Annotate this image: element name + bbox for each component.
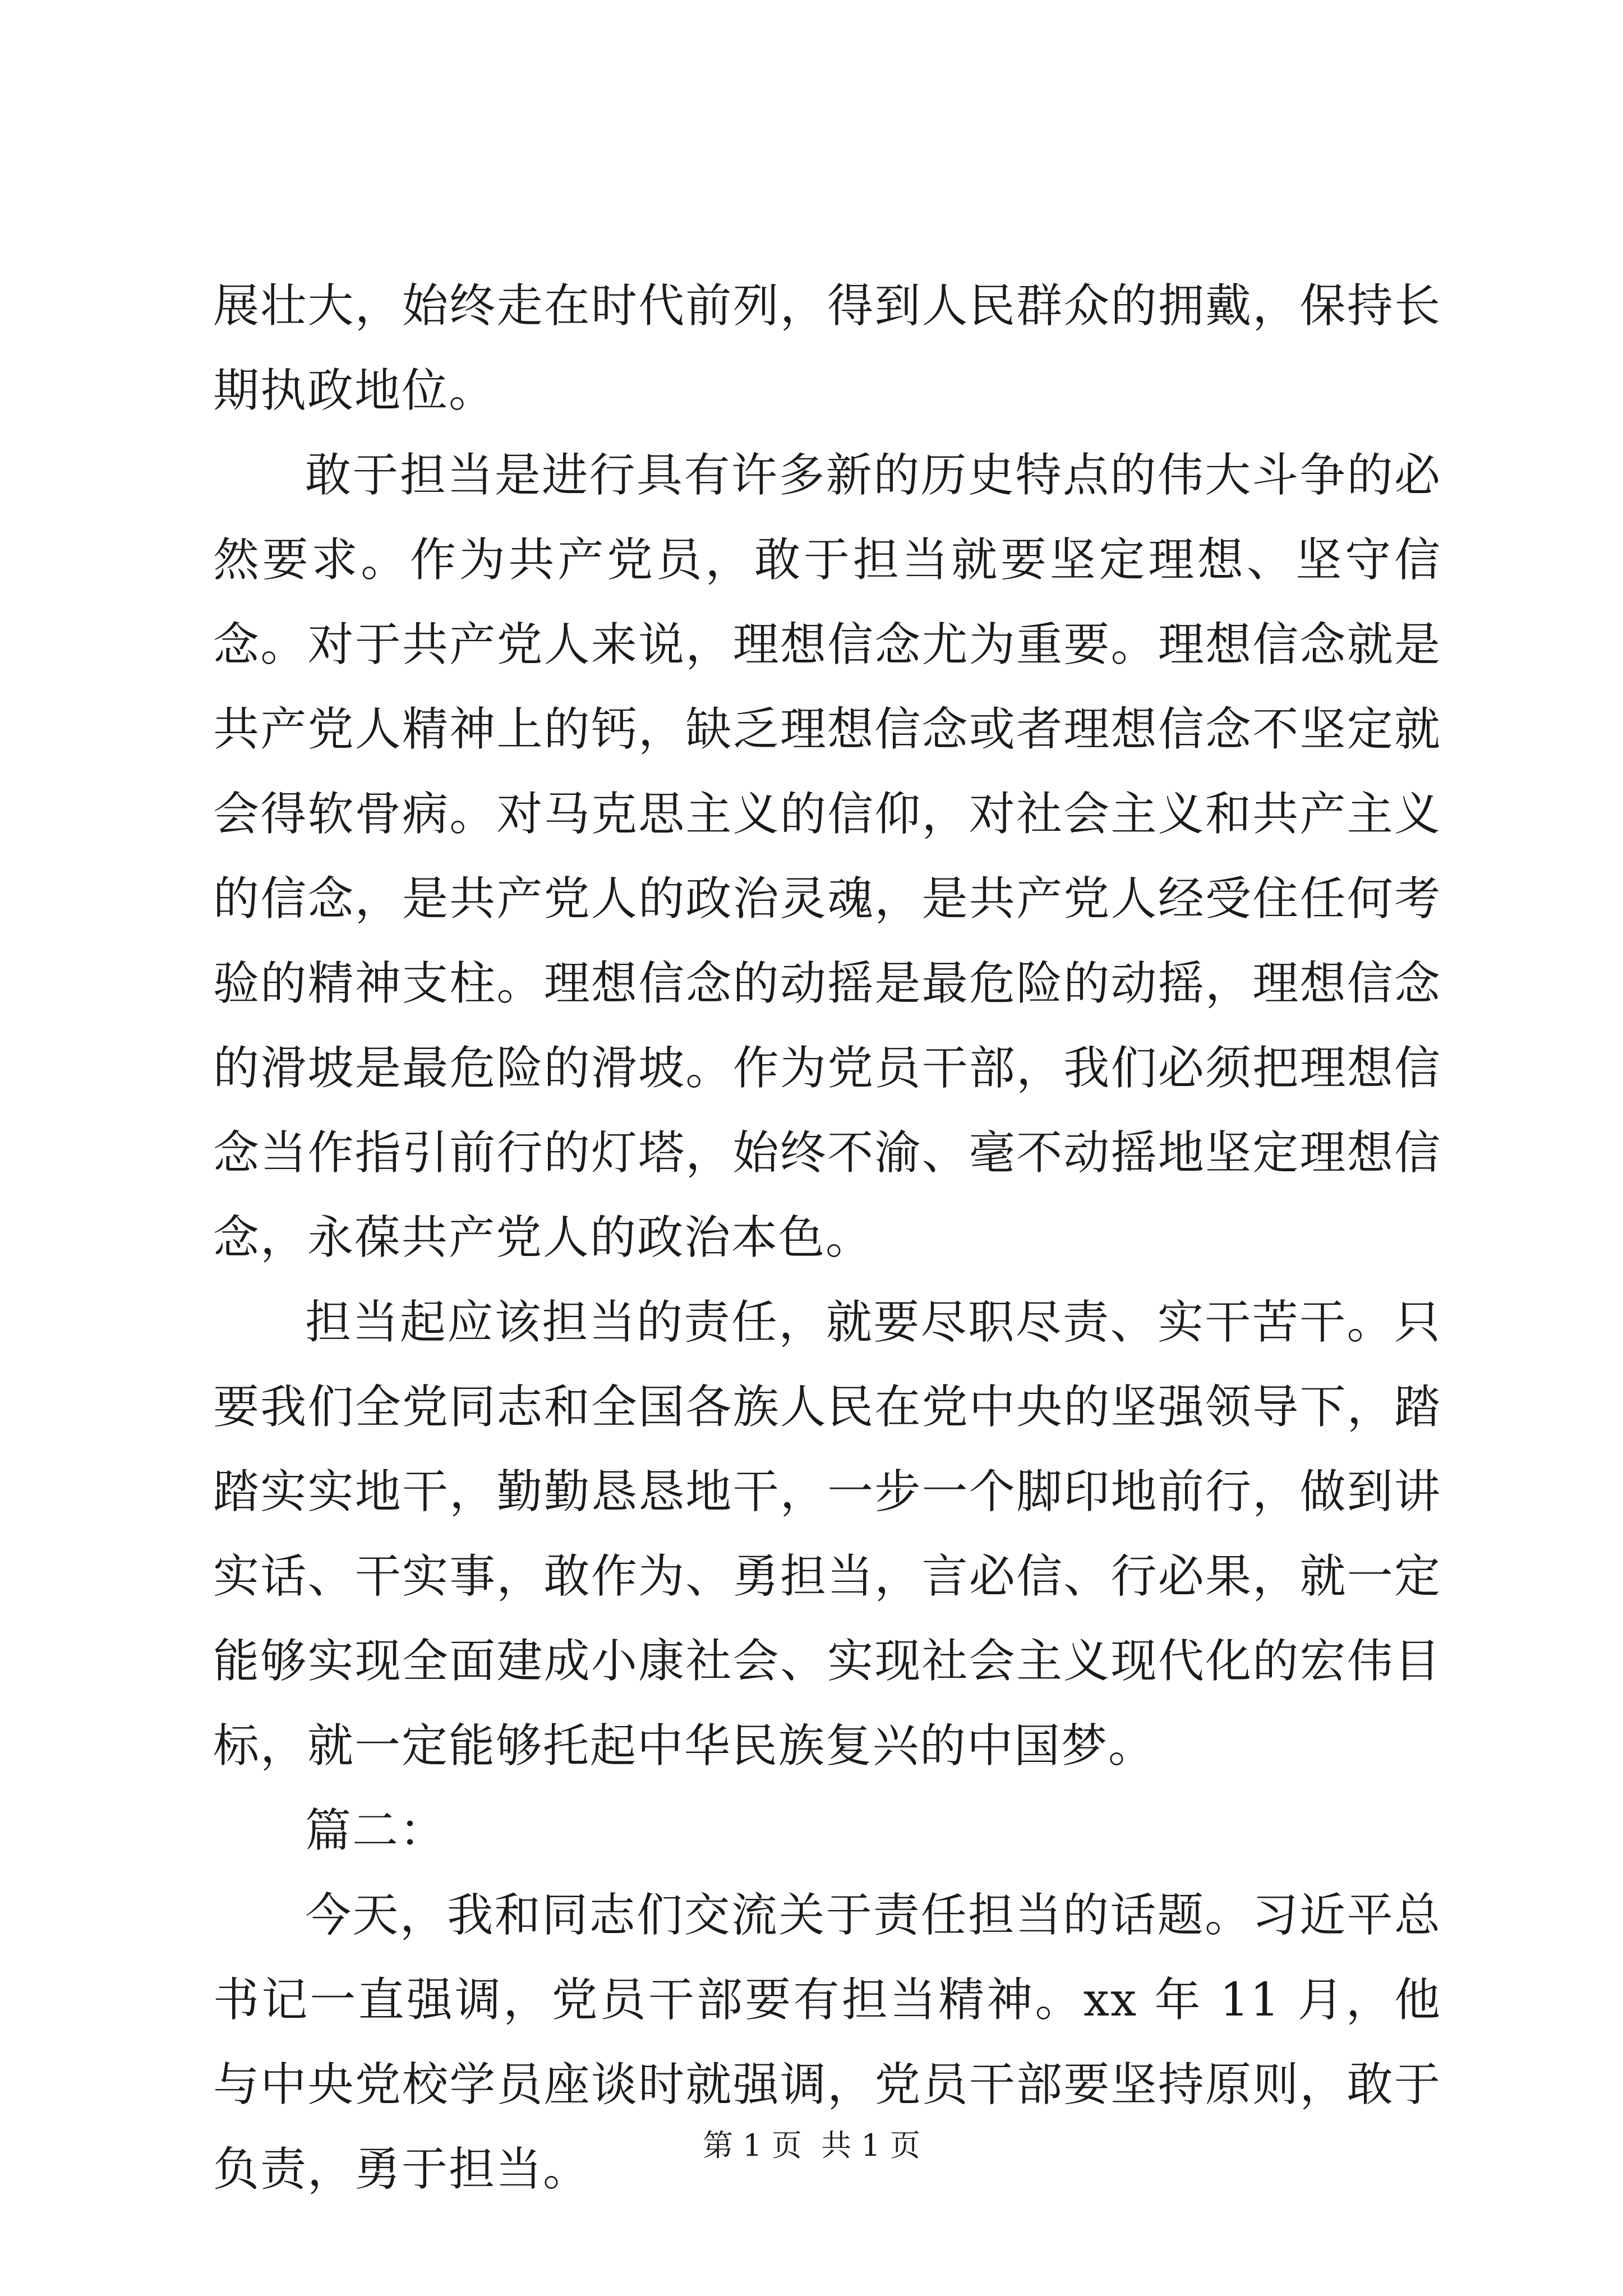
section-heading-part-two: 篇二： [305,1804,447,1857]
paragraph-responsibility: 担当起应该担当的责任，就要尽职尽责、实干苦干。只要我们全党同志和全国各族人民在党中央的坚强领导下，踏踏实实地干，勤勤恳恳地干，一步一个脚印地前行，做到讲实话、干实事，敢作为、勇担当，言必信、行必果，就一定能够实现全面建成小康社会、实现社会主义现代化的宏伟目标，就一定能够托起中华民族复兴的中国梦。 [213,1296,1441,1773]
page-footer [0,2126,1623,2165]
paragraph-ideals-belief: 敢于担当是进行具有许多新的历史特点的伟大斗争的必然要求。作为共产党员，敢于担当就要坚定理想、坚守信念。对于共产党人来说，理想信念尤为重要。理想信念就是共产党人精神上的钙，缺乏理想信念或者理想信念不坚定就会得软骨病。对马克思主义的信仰，对社会主义和共产主义的信念，是共产党人的政治灵魂，是共产党人经受住任何考验的精神支柱。理想信念的动摇是最危险的动摇，理想信念的滑坡是最危险的滑坡。作为党员干部，我们必须把理想信念当作指引前行的灯塔，始终不渝、毫不动摇地坚定理想信念，永葆共产党人的政治本色。 [213,449,1441,1264]
document-body [213,264,1441,2212]
paragraph-continuation: 展壮大，始终走在时代前列，得到人民群众的拥戴，保持长期执政地位。 [213,279,1441,417]
paragraph-part-two-intro: 今天，我和同志们交流关于责任担当的话题。习近平总书记一直强调，党员干部要有担当精神。xx 年 11 月，他与中央党校学员座谈时就强调，党员干部要坚持原则，敢于负责，勇于担当。 [213,1889,1441,2196]
page-number-label: 第 1 页 共 1 页 [703,2128,920,2163]
